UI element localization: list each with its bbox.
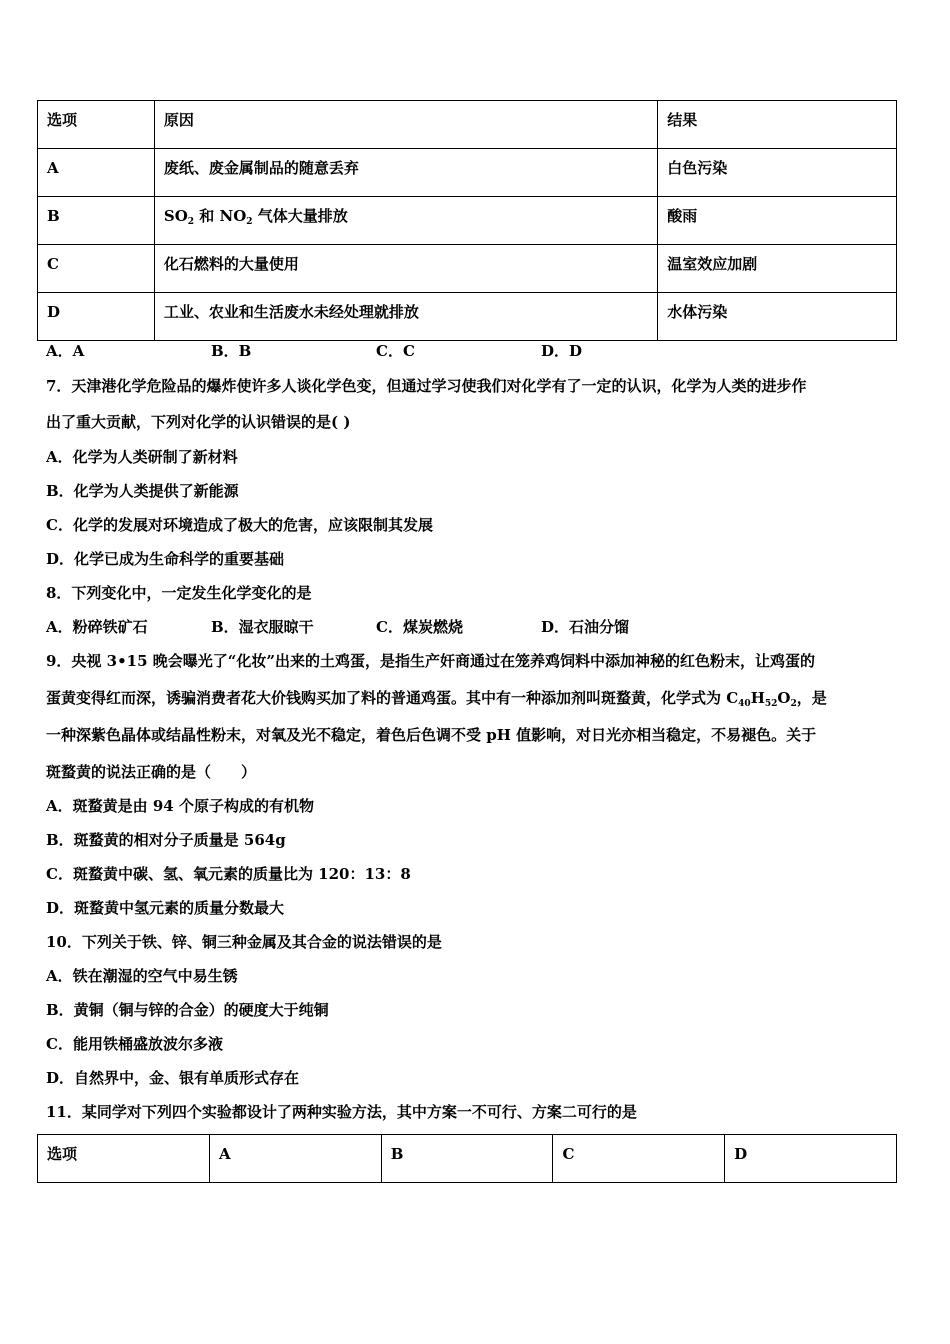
table-row: [38, 293, 897, 341]
header-option: 选项: [38, 101, 155, 149]
header-option: 选项: [38, 1135, 210, 1183]
table-row: [38, 197, 897, 245]
q11-stem: 11．某同学对下列四个实验都设计了两种实验方法，其中方案一不可行、方案二可行的是: [46, 1103, 637, 1121]
table-row: [38, 149, 897, 197]
q9-stem-line4: 斑蝥黄的说法正确的是（ ）: [46, 763, 257, 781]
pollution-table: [37, 100, 897, 341]
q9-stem-line2-end: ，是: [796, 689, 827, 707]
q9-option-a: A．斑蝥黄是由 94 个原子构成的有机物: [46, 797, 314, 815]
q7-option-b: B．化学为人类提供了新能源: [46, 482, 239, 500]
subscript: 52: [764, 699, 778, 709]
q6-option-c: C．C: [376, 342, 415, 360]
q6-option-b: B．B: [211, 342, 252, 360]
row-cause: 工业、农业和生活废水未经处理就排放: [154, 293, 657, 341]
row-cause: 废纸、废金属制品的随意丢弃: [154, 149, 657, 197]
cause-so: SO: [163, 207, 188, 225]
header-b: B: [381, 1135, 553, 1183]
q8-options: [46, 617, 706, 637]
subscript: 40: [738, 699, 751, 709]
row-option: C: [38, 245, 155, 293]
row-option: B: [38, 197, 155, 245]
formula-o: O: [777, 689, 791, 707]
header-result: 结果: [658, 101, 897, 149]
row-option: D: [38, 293, 155, 341]
q7-option-c: C．化学的发展对环境造成了极大的危害，应该限制其发展: [46, 516, 433, 534]
q8-stem: 8．下列变化中，一定发生化学变化的是: [46, 584, 312, 602]
header-cause: 原因: [154, 101, 657, 149]
q6-options: [46, 341, 706, 361]
subscript: 2: [246, 217, 253, 227]
q8-option-a: A．粉碎铁矿石: [46, 618, 148, 636]
q9-option-c: C．斑蝥黄中碳、氢、氧元素的质量比为 120：13：8: [46, 865, 411, 883]
q8-option-d: D．石油分馏: [541, 618, 630, 636]
q7-option-a: A．化学为人类研制了新材料: [46, 448, 238, 466]
q10-option-b: B．黄铜（铜与锌的合金）的硬度大于纯铜: [46, 1001, 329, 1019]
q8-option-b: B．湿衣服晾干: [211, 618, 314, 636]
header-a: A: [210, 1135, 382, 1183]
q10-option-d: D．自然界中，金、银有单质形式存在: [46, 1069, 300, 1087]
row-result: 白色污染: [658, 149, 897, 197]
header-c: C: [553, 1135, 725, 1183]
q10-option-c: C．能用铁桶盛放波尔多液: [46, 1035, 223, 1053]
row-cause: 化石燃料的大量使用: [154, 245, 657, 293]
q6-option-a: A．A: [46, 342, 85, 360]
q6-option-d: D．D: [541, 342, 583, 360]
row-option: A: [38, 149, 155, 197]
experiment-table: [37, 1134, 897, 1183]
row-result: 水体污染: [658, 293, 897, 341]
subscript: 2: [187, 217, 195, 227]
cause-no: 和 NO: [194, 207, 247, 225]
subscript: 2: [790, 699, 797, 709]
q10-option-a: A．铁在潮湿的空气中易生锈: [46, 967, 238, 985]
q9-option-b: B．斑蝥黄的相对分子质量是 564g: [46, 831, 286, 849]
table-row: [38, 245, 897, 293]
row-cause: [154, 197, 657, 245]
q10-stem: 10．下列关于铁、锌、铜三种金属及其合金的说法错误的是: [46, 933, 442, 951]
q7-option-d: D．化学已成为生命科学的重要基础: [46, 550, 285, 568]
q7-stem-line1: 7．天津港化学危险品的爆炸使许多人谈化学色变，但通过学习使我们对化学有了一定的认识，化学为人类的进步作: [46, 377, 807, 395]
q9-stem-line1: 9．央视 3•15 晚会曝光了“化妆”出来的土鸡蛋，是指生产奸商通过在笼养鸡饲料中添加神秘的红色粉末，让鸡蛋的: [46, 652, 816, 670]
row-result: 酸雨: [658, 197, 897, 245]
q9-option-d: D．斑蝥黄中氢元素的质量分数最大: [46, 899, 285, 917]
q9-stem-line2: [46, 688, 827, 708]
formula-h: H: [750, 689, 765, 707]
table-header-row: [38, 1135, 897, 1183]
q9-stem-line3: 一种深紫色晶体或结晶性粉末，对氧及光不稳定，着色后色调不受 pH 值影响，对日光亦相当稳定，不易褪色。关于: [46, 726, 817, 744]
row-result: 温室效应加剧: [658, 245, 897, 293]
q7-stem-line2: 出了重大贡献，下列对化学的认识错误的是( ): [46, 413, 351, 431]
q8-option-c: C．煤炭燃烧: [376, 618, 463, 636]
q9-stem-line2-text: 蛋黄变得红而深，诱骗消费者花大价钱购买加了料的普通鸡蛋。其中有一种添加剂叫斑蝥黄，化学式为 C: [46, 689, 739, 707]
header-d: D: [725, 1135, 897, 1183]
table-header-row: [38, 101, 897, 149]
cause-rest: 气体大量排放: [252, 207, 348, 225]
